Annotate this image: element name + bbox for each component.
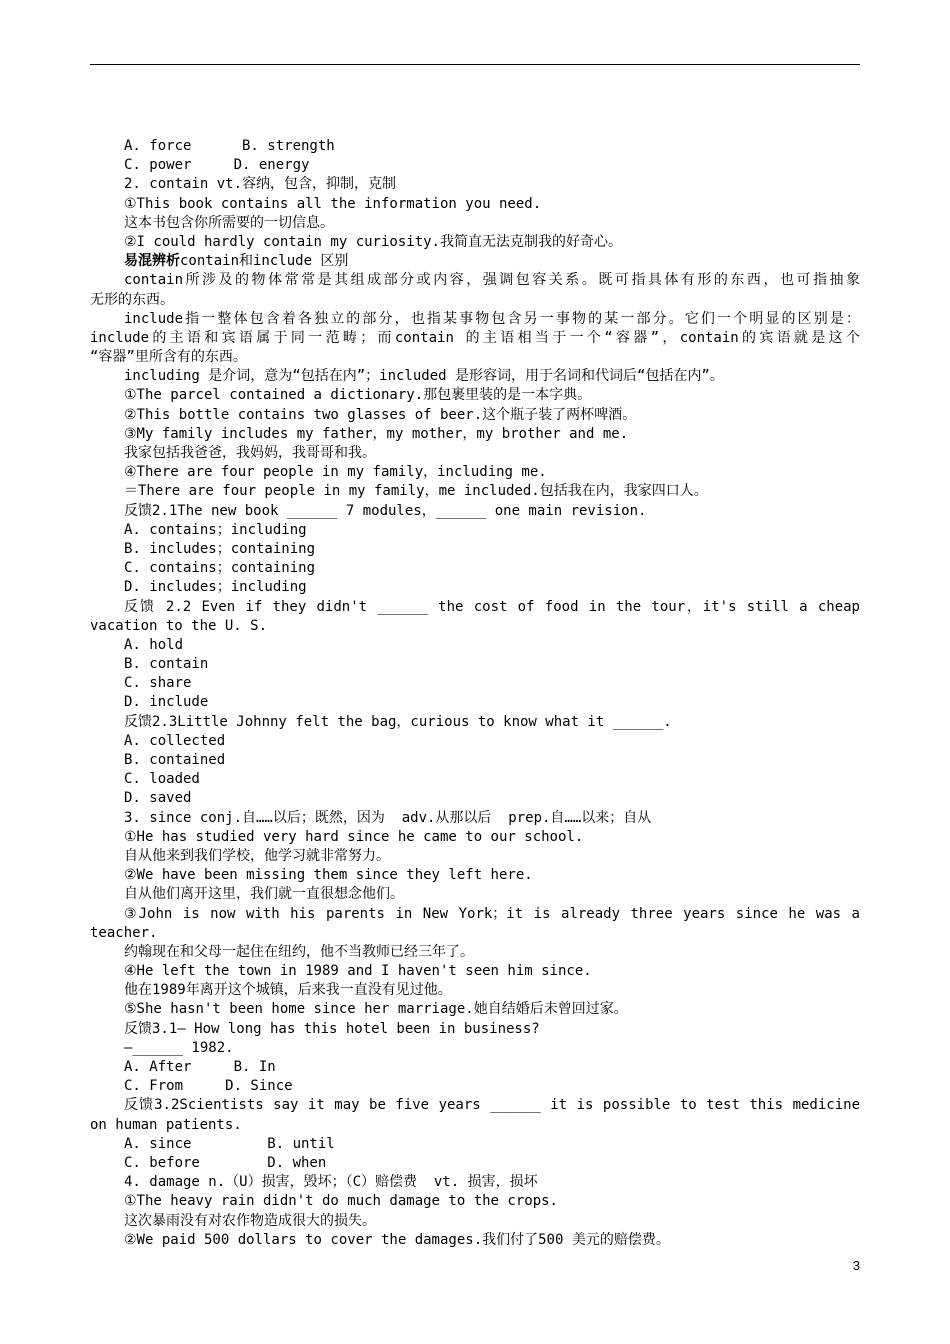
text-line <box>90 252 860 271</box>
text-line <box>90 809 860 828</box>
text-line <box>90 271 860 290</box>
line-text: C. loaded <box>124 771 200 788</box>
text-line <box>90 195 860 214</box>
line-text: A. collected <box>124 732 226 749</box>
line-text: on human patients. <box>90 1116 242 1133</box>
line-text: 反馈3.2Scientists say it may be five years ______ it is possible to test this medicine <box>124 1097 860 1114</box>
line-text: C. before D. when <box>124 1154 327 1171</box>
text-line <box>90 598 860 617</box>
line-text: ⑤She hasn't been home since her marriage.她自结婚后未曾回过家。 <box>124 1001 628 1018</box>
text-line <box>90 943 860 962</box>
line-text: teacher. <box>90 924 158 941</box>
line-text: C. power D. energy <box>124 157 310 174</box>
line-text: 4. damage n.（U）损害，毁坏；（C）赔偿费 vt. 损害，损坏 <box>124 1174 538 1191</box>
line-text: A. force B. strength <box>124 138 335 154</box>
text-line <box>90 847 860 866</box>
text-line <box>90 156 860 175</box>
line-text: A. contains；including <box>124 521 307 538</box>
line-text: ①He has studied very hard since he came to our school. <box>124 828 584 845</box>
line-text: ＝There are four people in my family，me included.包括我在内，我家四口人。 <box>124 483 708 500</box>
text-line <box>90 1116 860 1135</box>
line-text: “容器”里所含有的东西。 <box>90 349 247 366</box>
text-line <box>90 1192 860 1211</box>
line-text: ②This bottle contains two glasses of beer.这个瓶子装了两杯啤酒。 <box>124 406 637 423</box>
text-line <box>90 1231 860 1250</box>
line-text: 我家包括我爸爸，我妈妈，我哥哥和我。 <box>124 445 376 461</box>
text-line <box>90 1000 860 1019</box>
line-text: C. contains；containing <box>124 560 316 577</box>
line-text: 无形的东西。 <box>90 291 174 308</box>
line-text: ③John is now with his parents in New York；it is already three years since he was a <box>124 905 860 922</box>
line-text: A. hold <box>124 636 184 653</box>
line-text: D. includes；including <box>124 579 307 596</box>
line-text: contain所涉及的物体常常是其组成部分或内容，强调包容关系。既可指具体有形的东西，也可指抽象 <box>124 272 860 289</box>
text-line <box>90 636 860 655</box>
text-line <box>90 674 860 693</box>
text-line <box>90 866 860 885</box>
line-text: ②We paid 500 dollars to cover the damages.我们付了500 美元的赔偿费。 <box>124 1231 670 1248</box>
text-line <box>90 444 860 463</box>
text-line <box>90 828 860 847</box>
text-line <box>90 386 860 405</box>
text-line <box>90 1058 860 1077</box>
line-text: vacation to the U. S. <box>90 617 268 634</box>
line-text: 约翰现在和父母一起住在纽约，他不当教师已经三年了。 <box>124 943 474 960</box>
text-line <box>90 463 860 482</box>
line-text: C. From D. Since <box>124 1078 293 1095</box>
text-line <box>90 693 860 712</box>
line-text: D. include <box>124 694 209 711</box>
line-text: 反馈2.3Little Johnny felt the bag，curious to know what it ______. <box>124 713 672 730</box>
line-text: 自从他们离开这里，我们就一直很想念他们。 <box>124 886 404 903</box>
text-line <box>90 214 860 233</box>
text-line <box>90 732 860 751</box>
document-body <box>90 137 860 1250</box>
text-line <box>90 310 860 329</box>
text-line <box>90 1135 860 1154</box>
line-text: including 是介词，意为“包括在内”；included 是形容词，用于名词和代词后“包括在内”。 <box>124 368 724 385</box>
text-line <box>90 924 860 943</box>
line-text: ①The heavy rain didn't do much damage to the crops. <box>124 1193 558 1210</box>
line-text: contain和include 区别 <box>180 253 349 270</box>
line-text: 自从他来到我们学校，他学习就非常努力。 <box>124 847 390 864</box>
text-line <box>90 655 860 674</box>
line-text: B. includes；containing <box>124 540 316 557</box>
line-text: B. contained <box>124 752 226 768</box>
text-line <box>90 905 860 924</box>
text-line <box>90 1020 860 1039</box>
line-text: ④There are four people in my family，including me. <box>124 464 547 481</box>
line-text: ①The parcel contained a dictionary.那包裹里装的是一本字典。 <box>124 387 592 404</box>
text-line <box>90 406 860 425</box>
text-line <box>90 425 860 444</box>
text-line <box>90 1173 860 1192</box>
line-text: —______ 1982. <box>124 1039 234 1056</box>
text-line <box>90 789 860 808</box>
line-text: include指一整体包含着各独立的部分，也指某事物包含另一事物的某一部分。它们一个明显的区别是： <box>124 310 860 327</box>
line-text: 这次暴雨没有对农作物造成很大的损失。 <box>124 1212 376 1229</box>
text-line <box>90 1039 860 1058</box>
text-line <box>90 1154 860 1173</box>
line-text: B. contain <box>124 656 209 673</box>
line-text: 这本书包含你所需要的一切信息。 <box>124 214 334 231</box>
text-line <box>90 1212 860 1231</box>
text-line <box>90 233 860 252</box>
text-line <box>90 981 860 1000</box>
line-text: D. saved <box>124 790 192 807</box>
header-rule <box>90 64 860 65</box>
text-line <box>90 1096 860 1115</box>
text-line <box>90 521 860 540</box>
section-heading: 易混辨析 <box>124 253 180 270</box>
line-text: 反馈3.1— How long has this hotel been in business? <box>124 1020 540 1037</box>
text-line <box>90 482 860 501</box>
text-line <box>90 578 860 597</box>
line-text: include的主语和宾语属于同一范畴；而contain 的主语相当于一个“容器”，contain的宾语就是这个 <box>90 329 860 346</box>
text-line <box>90 329 860 348</box>
text-line <box>90 885 860 904</box>
text-line <box>90 617 860 636</box>
text-line <box>90 367 860 386</box>
text-line <box>90 770 860 789</box>
line-text: A. since B. until <box>124 1135 335 1152</box>
text-line <box>90 751 860 770</box>
line-text: ①This book contains all the information you need. <box>124 195 542 212</box>
text-line <box>90 175 860 194</box>
line-text: ③My family includes my father，my mother，my brother and me. <box>124 425 629 442</box>
text-line <box>90 962 860 981</box>
line-text: A. After B. In <box>124 1059 276 1075</box>
line-text: C. share <box>124 675 192 692</box>
text-line <box>90 137 860 156</box>
line-text: 2. contain vt.容纳，包含，抑制，克制 <box>124 176 397 193</box>
text-line <box>90 713 860 732</box>
line-text: ②We have been missing them since they left here. <box>124 867 533 884</box>
text-line <box>90 559 860 578</box>
text-line <box>90 502 860 521</box>
line-text: ②I could hardly contain my curiosity.我简直无法克制我的好奇心。 <box>124 233 622 250</box>
text-line <box>90 1077 860 1096</box>
line-text: 反馈 2.2 Even if they didn't ______ the cost of food in the tour，it's still a cheap <box>124 598 860 615</box>
line-text: ④He left the town in 1989 and I haven't seen him since. <box>124 963 592 980</box>
text-line <box>90 540 860 559</box>
text-line <box>90 291 860 310</box>
text-line <box>90 348 860 367</box>
line-text: 3. since conj.自……以后；既然，因为 adv.从那以后 prep.自……以来；自从 <box>124 809 652 826</box>
line-text: 他在1989年离开这个城镇，后来我一直没有见过他。 <box>124 982 452 999</box>
line-text: 反馈2.1The new book ______ 7 modules，______ one main revision. <box>124 502 647 519</box>
page-number: 3 <box>852 1258 860 1273</box>
